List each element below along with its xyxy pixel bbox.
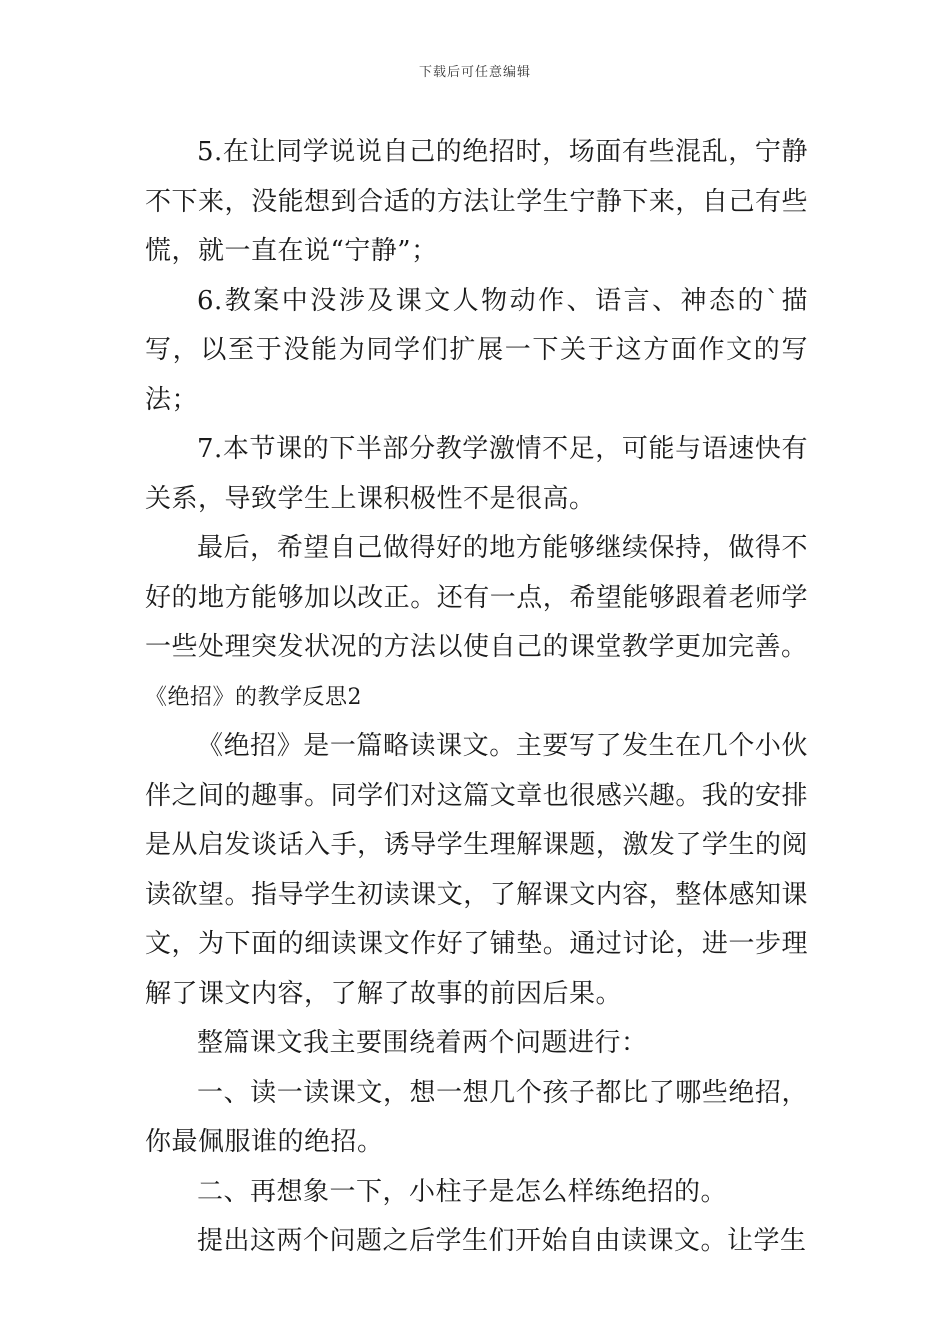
paragraph-item-6: 6.教案中没涉及课文人物动作、语言、神态的`描写，以至于没能为同学们扩展一下关于这方面作文的写法； — [145, 285, 808, 415]
paragraph-intro: 《绝招》是一篇略读课文。主要写了发生在几个小伙伴之间的趣事。同学们对这篇文章也很感兴趣。我的安排是从启发谈话入手，诱导学生理解课题，激发了学生的阅读欲望。指导学生初读课文，了解课文内容，整体感知课文，为下面的细读课文作好了铺垫。通过讨论，进一步理解了课文内容，了解了故事的前因后果。 — [145, 731, 808, 1009]
paragraph-item-5: 5.在让同学说说自己的绝招时，场面有些混乱，宁静不下来，没能想到合适的方法让学生宁静下来，自己有些慌，就一直在说“宁静”； — [145, 137, 808, 266]
paragraph-conclusion: 最后，希望自己做得好的地方能够继续保持，做得不好的地方能够加以改正。还有一点，希望能够跟着老师学一些处理突发状况的方法以使自己的课堂教学更加完善。 — [145, 533, 808, 662]
paragraph-questions-lead: 整篇课文我主要围绕着两个问题进行： — [197, 1028, 648, 1058]
document-body — [145, 128, 808, 1267]
section-title: 《绝招》的教学反思2 — [145, 684, 362, 710]
paragraph-item-7: 7.本节课的下半部分教学激情不足，可能与语速快有关系，导致学生上课积极性不是很高。 — [145, 434, 808, 514]
page-header: 下载后可任意编辑 — [418, 65, 531, 80]
paragraph-continuation: 提出这两个问题之后学生们开始自由读课文。让学生 — [197, 1226, 807, 1256]
paragraph-question-2: 二、再想象一下，小柱子是怎么样练绝招的。 — [197, 1176, 728, 1207]
paragraph-question-1: 一、读一读课文，想一想几个孩子都比了哪些绝招，你最佩服谁的绝招。 — [145, 1077, 808, 1157]
